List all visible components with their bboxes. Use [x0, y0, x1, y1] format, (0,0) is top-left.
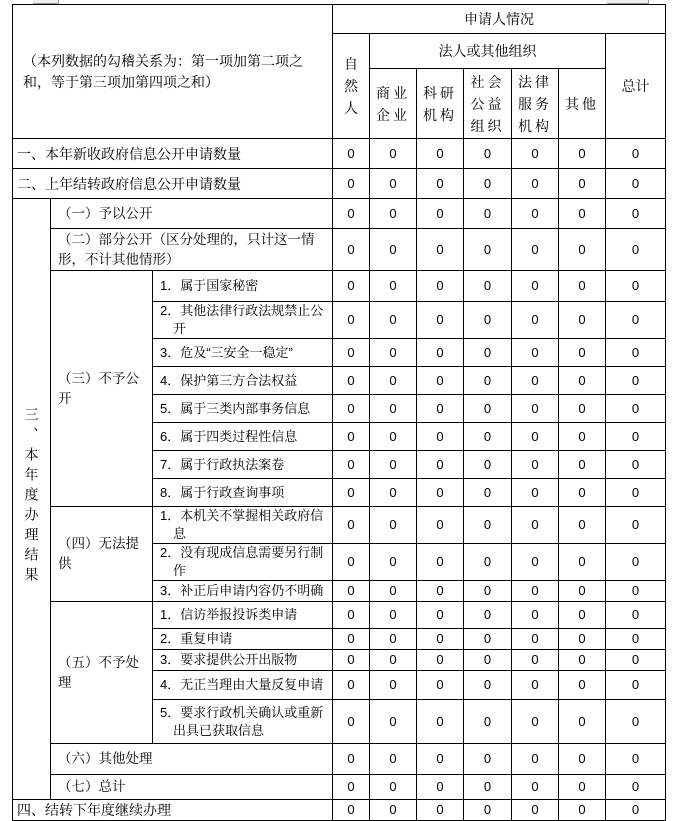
value-cell: 0: [417, 479, 464, 507]
value-cell: 0: [606, 229, 666, 271]
value-cell: 0: [606, 671, 666, 700]
value-cell: 0: [464, 671, 512, 700]
section-annual-results-vertical-label: [13, 199, 51, 800]
value-cell: 0: [559, 302, 606, 339]
value-cell: 0: [333, 479, 370, 507]
value-cell: 0: [512, 602, 559, 629]
value-cell: 0: [333, 271, 370, 302]
group-label-unable-to-provide: （四）无法提供: [51, 507, 153, 602]
value-cell: 0: [333, 423, 370, 451]
value-cell: 0: [464, 507, 512, 544]
value-cell: 0: [417, 800, 464, 821]
value-cell: 0: [559, 602, 606, 629]
value-cell: 0: [370, 229, 417, 271]
header-total: 总计: [606, 34, 666, 139]
value-cell: 0: [512, 671, 559, 700]
value-cell: 0: [417, 367, 464, 395]
value-cell: 0: [464, 199, 512, 229]
value-cell: 0: [417, 544, 464, 581]
value-cell: 0: [370, 271, 417, 302]
value-cell: 0: [512, 199, 559, 229]
value-cell: 0: [559, 451, 606, 479]
vertical-label-text: 三、本年度办理结果: [23, 406, 40, 587]
value-cell: 0: [464, 775, 512, 800]
value-cell: 0: [606, 629, 666, 650]
value-cell: 0: [370, 199, 417, 229]
value-cell: 0: [417, 395, 464, 423]
value-cell: 0: [512, 423, 559, 451]
value-cell: 0: [606, 451, 666, 479]
row-label: 5．要求行政机关确认或重新出具已获取信息: [153, 700, 333, 744]
value-cell: 0: [464, 423, 512, 451]
value-cell: 0: [512, 700, 559, 744]
row-label: 一、本年新收政府信息公开申请数量: [13, 139, 333, 169]
value-cell: 0: [464, 271, 512, 302]
value-cell: 0: [464, 169, 512, 199]
value-cell: 0: [606, 602, 666, 629]
value-cell: 0: [606, 775, 666, 800]
value-cell: 0: [370, 775, 417, 800]
value-cell: 0: [512, 629, 559, 650]
value-cell: 0: [464, 451, 512, 479]
value-cell: 0: [559, 800, 606, 821]
table-row: [13, 744, 666, 775]
table-row: [13, 199, 666, 229]
value-cell: 0: [559, 507, 606, 544]
value-cell: 0: [606, 271, 666, 302]
row-label: 1．信访举报投诉类申请: [153, 602, 333, 629]
value-cell: 0: [464, 581, 512, 602]
table-row: [13, 271, 666, 302]
value-cell: 0: [464, 139, 512, 169]
value-cell: 0: [370, 700, 417, 744]
value-cell: 0: [606, 302, 666, 339]
value-cell: 0: [464, 744, 512, 775]
value-cell: 0: [333, 451, 370, 479]
value-cell: 0: [606, 367, 666, 395]
value-cell: 0: [370, 800, 417, 821]
value-cell: 0: [464, 479, 512, 507]
value-cell: 0: [370, 395, 417, 423]
value-cell: 0: [559, 671, 606, 700]
value-cell: 0: [417, 602, 464, 629]
row-label: （六）其他处理: [51, 744, 333, 775]
value-cell: 0: [559, 775, 606, 800]
value-cell: 0: [370, 744, 417, 775]
value-cell: 0: [333, 367, 370, 395]
value-cell: 0: [606, 800, 666, 821]
header-legal-service-org: 法律服务机构: [512, 69, 559, 139]
value-cell: 0: [512, 451, 559, 479]
row-label: 6．属于四类过程性信息: [153, 423, 333, 451]
value-cell: 0: [464, 544, 512, 581]
value-cell: 0: [370, 544, 417, 581]
row-label: 3．要求提供公开出版物: [153, 650, 333, 671]
value-cell: 0: [370, 339, 417, 367]
value-cell: 0: [370, 367, 417, 395]
table-row: [13, 507, 666, 544]
value-cell: 0: [559, 395, 606, 423]
row-label: 7．属于行政执法案卷: [153, 451, 333, 479]
value-cell: 0: [512, 229, 559, 271]
value-cell: 0: [464, 650, 512, 671]
value-cell: 0: [370, 479, 417, 507]
value-cell: 0: [606, 479, 666, 507]
value-cell: 0: [417, 775, 464, 800]
value-cell: 0: [512, 479, 559, 507]
table-row: [13, 229, 666, 271]
value-cell: 0: [464, 602, 512, 629]
value-cell: 0: [559, 139, 606, 169]
value-cell: 0: [559, 544, 606, 581]
value-cell: 0: [417, 423, 464, 451]
table-row: [13, 800, 666, 821]
value-cell: 0: [606, 507, 666, 544]
value-cell: 0: [333, 744, 370, 775]
row-label: 1．本机关不掌握相关政府信息: [153, 507, 333, 544]
value-cell: 0: [417, 139, 464, 169]
value-cell: 0: [512, 395, 559, 423]
value-cell: 0: [559, 367, 606, 395]
row-label: （二）部分公开（区分处理的，只计这一情形，不计其他情形）: [51, 229, 333, 271]
header-legal-or-other-org: 法人或其他组织: [370, 34, 606, 69]
value-cell: 0: [606, 700, 666, 744]
value-cell: 0: [512, 800, 559, 821]
value-cell: 0: [417, 339, 464, 367]
value-cell: 0: [559, 423, 606, 451]
value-cell: 0: [606, 581, 666, 602]
value-cell: 0: [464, 367, 512, 395]
value-cell: 0: [417, 629, 464, 650]
value-cell: 0: [464, 700, 512, 744]
value-cell: 0: [417, 169, 464, 199]
value-cell: 0: [559, 479, 606, 507]
value-cell: 0: [559, 271, 606, 302]
row-label: 二、上年结转政府信息公开申请数量: [13, 169, 333, 199]
value-cell: 0: [512, 169, 559, 199]
value-cell: 0: [370, 671, 417, 700]
value-cell: 0: [370, 423, 417, 451]
row-label: 8．属于行政查询事项: [153, 479, 333, 507]
row-label: 4．无正当理由大量反复申请: [153, 671, 333, 700]
value-cell: 0: [417, 671, 464, 700]
value-cell: 0: [512, 775, 559, 800]
value-cell: 0: [417, 271, 464, 302]
row-label: 3．补正后申请内容仍不明确: [153, 581, 333, 602]
value-cell: 0: [333, 302, 370, 339]
table-row: [13, 139, 666, 169]
value-cell: 0: [512, 367, 559, 395]
value-cell: 0: [417, 199, 464, 229]
header-research-institution: 科研机构: [417, 69, 464, 139]
value-cell: 0: [417, 451, 464, 479]
row-label: 2．没有现成信息需要另行制作: [153, 544, 333, 581]
value-cell: 0: [417, 507, 464, 544]
value-cell: 0: [464, 629, 512, 650]
value-cell: 0: [464, 800, 512, 821]
value-cell: 0: [333, 395, 370, 423]
row-label: （七）总计: [51, 775, 333, 800]
value-cell: 0: [559, 650, 606, 671]
value-cell: 0: [333, 775, 370, 800]
value-cell: 0: [512, 339, 559, 367]
table-row: [13, 602, 666, 629]
value-cell: 0: [370, 581, 417, 602]
value-cell: 0: [559, 169, 606, 199]
value-cell: 0: [417, 581, 464, 602]
value-cell: 0: [606, 423, 666, 451]
value-cell: 0: [464, 395, 512, 423]
value-cell: 0: [333, 139, 370, 169]
row-label: 1．属于国家秘密: [153, 271, 333, 302]
value-cell: 0: [333, 671, 370, 700]
row-label: 4．保护第三方合法权益: [153, 367, 333, 395]
value-cell: 0: [464, 339, 512, 367]
value-cell: 0: [333, 199, 370, 229]
value-cell: 0: [370, 451, 417, 479]
value-cell: 0: [333, 544, 370, 581]
value-cell: 0: [512, 139, 559, 169]
value-cell: 0: [370, 650, 417, 671]
value-cell: 0: [370, 139, 417, 169]
value-cell: 0: [559, 581, 606, 602]
table-row: [13, 169, 666, 199]
row-label: （一）予以公开: [51, 199, 333, 229]
header-row-1: [13, 5, 666, 34]
value-cell: 0: [417, 229, 464, 271]
row-label: 2．重复申请: [153, 629, 333, 650]
header-natural-person: 自然人: [333, 34, 370, 139]
value-cell: 0: [559, 339, 606, 367]
value-cell: 0: [606, 199, 666, 229]
value-cell: 0: [512, 650, 559, 671]
value-cell: 0: [606, 650, 666, 671]
value-cell: 0: [333, 800, 370, 821]
disclosure-requests-table: [12, 4, 666, 821]
value-cell: 0: [512, 744, 559, 775]
row-label: 2．其他法律行政法规禁止公开: [153, 302, 333, 339]
value-cell: 0: [559, 744, 606, 775]
value-cell: 0: [417, 650, 464, 671]
value-cell: 0: [333, 629, 370, 650]
value-cell: 0: [333, 229, 370, 271]
value-cell: 0: [559, 629, 606, 650]
value-cell: 0: [606, 139, 666, 169]
value-cell: 0: [606, 339, 666, 367]
value-cell: 0: [370, 169, 417, 199]
table-row: [13, 775, 666, 800]
value-cell: 0: [333, 581, 370, 602]
value-cell: 0: [559, 700, 606, 744]
value-cell: 0: [512, 507, 559, 544]
row-label: 5．属于三类内部事务信息: [153, 395, 333, 423]
value-cell: 0: [512, 544, 559, 581]
value-cell: 0: [370, 629, 417, 650]
value-cell: 0: [512, 581, 559, 602]
value-cell: 0: [606, 744, 666, 775]
header-commercial-enterprise: 商业企业: [370, 69, 417, 139]
header-social-welfare-org: 社会公益组织: [464, 69, 512, 139]
corner-note: （本列数据的勾稽关系为：第一项加第二项之和，等于第三项加第四项之和）: [13, 5, 333, 139]
value-cell: 0: [559, 199, 606, 229]
value-cell: 0: [606, 395, 666, 423]
value-cell: 0: [370, 302, 417, 339]
group-label-not-processed: （五）不予处理: [51, 602, 153, 744]
value-cell: 0: [333, 650, 370, 671]
value-cell: 0: [417, 302, 464, 339]
value-cell: 0: [512, 302, 559, 339]
value-cell: 0: [370, 507, 417, 544]
value-cell: 0: [333, 700, 370, 744]
value-cell: 0: [464, 229, 512, 271]
value-cell: 0: [417, 744, 464, 775]
value-cell: 0: [333, 169, 370, 199]
value-cell: 0: [333, 339, 370, 367]
value-cell: 0: [464, 302, 512, 339]
value-cell: 0: [333, 507, 370, 544]
header-other: 其他: [559, 69, 606, 139]
value-cell: 0: [559, 229, 606, 271]
row-label: 四、结转下年度继续办理: [13, 800, 333, 821]
group-label-not-disclosed: （三）不予公开: [51, 271, 153, 507]
value-cell: 0: [333, 602, 370, 629]
value-cell: 0: [512, 271, 559, 302]
value-cell: 0: [370, 602, 417, 629]
value-cell: 0: [606, 544, 666, 581]
header-applicant-status: 申请人情况: [333, 5, 666, 34]
value-cell: 0: [606, 169, 666, 199]
value-cell: 0: [417, 700, 464, 744]
row-label: 3．危及“三安全一稳定”: [153, 339, 333, 367]
